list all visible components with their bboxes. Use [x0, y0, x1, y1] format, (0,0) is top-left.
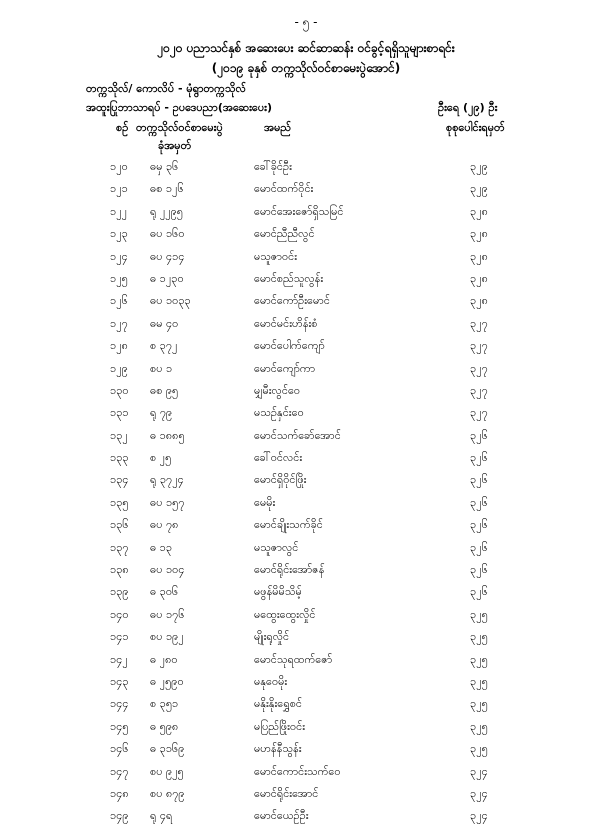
roll-number: ဓပ ၁၆၀ — [150, 227, 185, 241]
roll-number: ဓ ၁၈၈၅ — [150, 428, 185, 442]
total-score: ၃၂၆ — [470, 540, 488, 554]
student-name: မသူဇာလွင် — [254, 540, 299, 554]
total-score: ၃၂၇ — [470, 406, 488, 420]
row-number: ၁၂၈ — [110, 339, 128, 353]
page-number: - ၅ - — [294, 15, 318, 29]
table-row — [0, 627, 612, 649]
row-number: ၁၄၇ — [110, 764, 129, 778]
row-number: ၁၂၄ — [110, 249, 128, 263]
table-row — [0, 179, 612, 201]
student-name: မောင်ရိုင်းအော်ဇန် — [254, 563, 325, 577]
table-row — [0, 202, 612, 224]
table-row — [0, 739, 612, 761]
table-row — [0, 359, 612, 381]
row-number: ၁၃၃ — [110, 451, 129, 465]
student-name: မောင်ချိုးသက်ခိုင် — [254, 518, 323, 532]
row-number: ၁၃၂ — [110, 428, 128, 442]
total-score: ၃၂၆ — [470, 518, 488, 532]
total-score: ၃၂၆ — [470, 428, 488, 442]
student-name: မေမိုး — [254, 495, 276, 509]
table-row — [0, 806, 612, 828]
roll-number: စ ၃၇၂ — [150, 339, 178, 353]
total-score: ၃၂၆ — [470, 585, 488, 599]
table-row — [0, 784, 612, 806]
roll-number: စပ ၁ — [150, 361, 173, 375]
table-row — [0, 448, 612, 470]
row-number: ၁၄၄ — [110, 697, 129, 711]
table-row — [0, 426, 612, 448]
roll-number: ရု ၂၂၉၅ — [150, 204, 183, 218]
total-score: ၃၂၅ — [470, 742, 488, 756]
results-table — [0, 157, 612, 829]
total-score: ၃၂၈ — [470, 271, 488, 285]
student-name: မပြည်ဖြိုးဝင်း — [254, 719, 306, 733]
roll-number: စပ ၈၇၉ — [150, 786, 185, 800]
table-row — [0, 538, 612, 560]
student-name: မောင်ရိုင်းအောင် — [254, 786, 319, 800]
row-number: ၁၄၂ — [110, 652, 128, 666]
total-score: ၃၂၆ — [470, 473, 488, 487]
roll-number: ရု ၃၇၂၄ — [150, 473, 184, 487]
roll-number: စ ၃၅၁ — [150, 697, 179, 711]
total-score: ၃၂၉ — [470, 160, 488, 173]
student-name: မနုဝေမိုး — [254, 674, 288, 688]
total-count: ဦးရေ (၂၉) ဦး — [438, 101, 498, 114]
roll-number: ဓစ ၉၅ — [150, 383, 179, 397]
table-row — [0, 672, 612, 694]
student-name: မောင်ကျော်ကာ — [254, 361, 316, 375]
roll-number: ဓပ ၄၁၄ — [150, 249, 185, 263]
document-title: ၂၀၂၀ ပညာသင်နှစ် အဆေးပေး ဆင်ဆာဆန်း ဝင်ခွင့်ရရှိသူများစာရင်း — [157, 41, 455, 55]
total-score: ၃၂၆ — [470, 563, 488, 577]
total-score: ၃၂၅ — [470, 674, 488, 688]
roll-number: ဓ ၁၂၃၀ — [150, 271, 184, 285]
total-score: ၃၂၈ — [470, 294, 488, 308]
total-score: ၃၂၇ — [470, 361, 488, 375]
student-name: မောင်ကောင်းသက်ဝေ — [254, 764, 341, 778]
table-row — [0, 403, 612, 425]
roll-number: စ ၂၅ — [150, 451, 172, 465]
row-number: ၁၂၇ — [110, 316, 128, 330]
table-row — [0, 291, 612, 313]
table-row — [0, 157, 612, 179]
total-score: ၃၂၉ — [470, 182, 488, 196]
student-name: မျှမီးလွင်ဝေ — [254, 383, 301, 397]
row-number: ၁၂၅ — [110, 271, 128, 285]
student-name: မျိုးရုလှိုင် — [254, 630, 290, 644]
total-score: ၃၂၆ — [470, 451, 488, 465]
row-number: ၁၂၂ — [110, 204, 127, 218]
total-score: ၃၂၈ — [470, 204, 488, 218]
table-row — [0, 717, 612, 739]
student-name: မောင်ပေါက်ကျော် — [254, 339, 325, 353]
student-name: မဖွန်မိမိသိမ့် — [254, 585, 302, 599]
roll-number: ဓမ ၄၀ — [150, 316, 179, 330]
table-row — [0, 269, 612, 291]
table-row — [0, 470, 612, 492]
row-number: ၁၄၈ — [110, 786, 129, 800]
row-number: ၁၄၀ — [110, 607, 129, 621]
table-row — [0, 582, 612, 604]
total-score: ၃၂၅ — [470, 719, 488, 733]
roll-number: ဓပ ၁၀၄ — [150, 563, 185, 577]
row-number: ၁၂၃ — [110, 227, 128, 241]
roll-number: စပ ၉၂၅ — [150, 764, 184, 778]
student-name: မောင်မင်းဟိန်းစံ — [254, 316, 318, 330]
header-roll-line2: ခုံအမှတ် — [158, 139, 192, 152]
total-score: ၃၂၅ — [470, 630, 488, 644]
row-number: ၁၃၀ — [110, 383, 129, 397]
row-number: ၁၃၅ — [110, 495, 129, 509]
student-name: မဟန်နီသွန်း — [254, 742, 302, 756]
roll-number: ဓပ ၁၅၇ — [150, 495, 185, 509]
row-number: ၁၂၉ — [110, 361, 128, 375]
header-roll: တက္ကသိုလ်ဝင်စာမေးပွဲ — [136, 121, 223, 134]
table-row — [0, 336, 612, 358]
table-row — [0, 650, 612, 672]
row-number: ၁၃၄ — [110, 473, 129, 487]
total-score: ၃၂၇ — [470, 339, 488, 353]
major-subject-line: အထူးပြုဘာသာရပ် - ဥပဒေပညာ(အဆေးပေး) — [86, 101, 272, 114]
student-name: မောင်ရှိဝိုင်ဖြိုး — [254, 473, 307, 487]
student-name: မောင်အေးဇော်ရှိသမြင် — [254, 204, 344, 218]
header-no: စဉ် — [116, 121, 129, 134]
total-score: ၃၂၇ — [470, 383, 488, 397]
document-subtitle: (၂၀၁၉ ခုနှစ် တက္ကသိုလ်ဝင်စာမေးပွဲအောင်) — [211, 61, 401, 75]
roll-number: ဓ ၁၃ — [150, 540, 173, 554]
row-number: ၁၃၇ — [110, 540, 129, 554]
table-row — [0, 381, 612, 403]
student-name: မောင်ညီညီလွင် — [254, 227, 315, 241]
roll-number: ဓမှ ၃၆ — [150, 160, 179, 173]
student-name: မောင်သုရထက်ဇော် — [254, 652, 333, 666]
student-name: မောင်ယေဉ်ဦး — [254, 809, 309, 823]
roll-number: ဓပ ၇၈ — [150, 518, 179, 532]
header-score: စုစုပေါင်းရမှတ် — [446, 121, 505, 134]
row-number: ၁၄၅ — [110, 719, 129, 733]
row-number: ၁၄၁ — [110, 630, 129, 644]
table-row — [0, 605, 612, 627]
table-row — [0, 560, 612, 582]
student-name: မောင်ထက်ဝိုင်း — [254, 182, 314, 196]
university-line: တက္ကသိုလ်/ ကောလိပ် - မုံရွာတက္ကသိုလ် — [86, 82, 246, 95]
total-score: ၃၂၄ — [470, 786, 488, 800]
table-row — [0, 515, 612, 537]
total-score: ၃၂၇ — [470, 316, 488, 330]
roll-number: ဓ ၃၁၆၉ — [150, 742, 185, 756]
student-name: မထွေးထွေးလှိုင် — [254, 607, 316, 621]
student-name: မောင်သက်ခော်အောင် — [254, 428, 341, 442]
header-name: အမည် — [264, 121, 292, 134]
roll-number: ရု ၇၉ — [150, 406, 173, 420]
student-name: မသူဇာဝင်း — [254, 249, 298, 263]
table-row — [0, 247, 612, 269]
total-score: ၃၂၆ — [470, 495, 488, 509]
table-row — [0, 694, 612, 716]
student-name: မောင်ကော်ဦးမောင် — [254, 294, 330, 308]
roll-number: ဓပ ၁၀၃၃ — [150, 294, 191, 308]
roll-number: ရု ၄ရ — [150, 809, 173, 823]
total-score: ၃၂၅ — [470, 607, 488, 621]
row-number: ၁၃၈ — [110, 563, 129, 577]
row-number: ၁၃၆ — [110, 518, 129, 532]
row-number: ၁၂၆ — [110, 294, 128, 308]
student-name: မောင်စည်သူလွန်း — [254, 271, 324, 285]
row-number: ၁၃၉ — [110, 585, 129, 599]
student-name: ခေါ်ဝင်လင်း — [254, 451, 303, 465]
roll-number: ဓ ၂၈၀ — [150, 652, 178, 666]
row-number: ၁၂၁ — [110, 182, 128, 196]
roll-number: ဓစ ၁၂၆ — [150, 182, 184, 196]
total-score: ၃၂၅ — [470, 697, 488, 711]
row-number: ၁၂၀ — [110, 160, 128, 173]
student-name: မသဉ်နှင်းဝေ — [254, 406, 304, 420]
total-score: ၃၂၈ — [470, 249, 488, 263]
roll-number: ဓ ၃၀၆ — [150, 585, 179, 599]
total-score: ၃၂၈ — [470, 227, 488, 241]
roll-number: ဓ ၅၉၈ — [150, 719, 179, 733]
total-score: ၃၂၄ — [470, 809, 488, 823]
row-number: ၁၄၃ — [110, 674, 129, 688]
row-number: ၁၄၉ — [110, 809, 129, 823]
row-number: ၁၃၁ — [110, 406, 129, 420]
row-number: ၁၄၆ — [110, 742, 129, 756]
table-row — [0, 224, 612, 246]
student-name: မနိုးနိုးရွှေစင် — [254, 697, 303, 711]
roll-number: ဓ ၂၅၉၀ — [150, 674, 184, 688]
roll-number: ဓပ ၁၇၆ — [150, 607, 185, 621]
table-row — [0, 314, 612, 336]
total-score: ၃၂၅ — [470, 652, 488, 666]
total-score: ၃၂၄ — [470, 764, 488, 778]
roll-number: စပ ၁၉၂ — [150, 630, 184, 644]
table-row — [0, 762, 612, 784]
table-row — [0, 493, 612, 515]
student-name: ခေါ်ခိုင်ဦး — [254, 160, 292, 173]
